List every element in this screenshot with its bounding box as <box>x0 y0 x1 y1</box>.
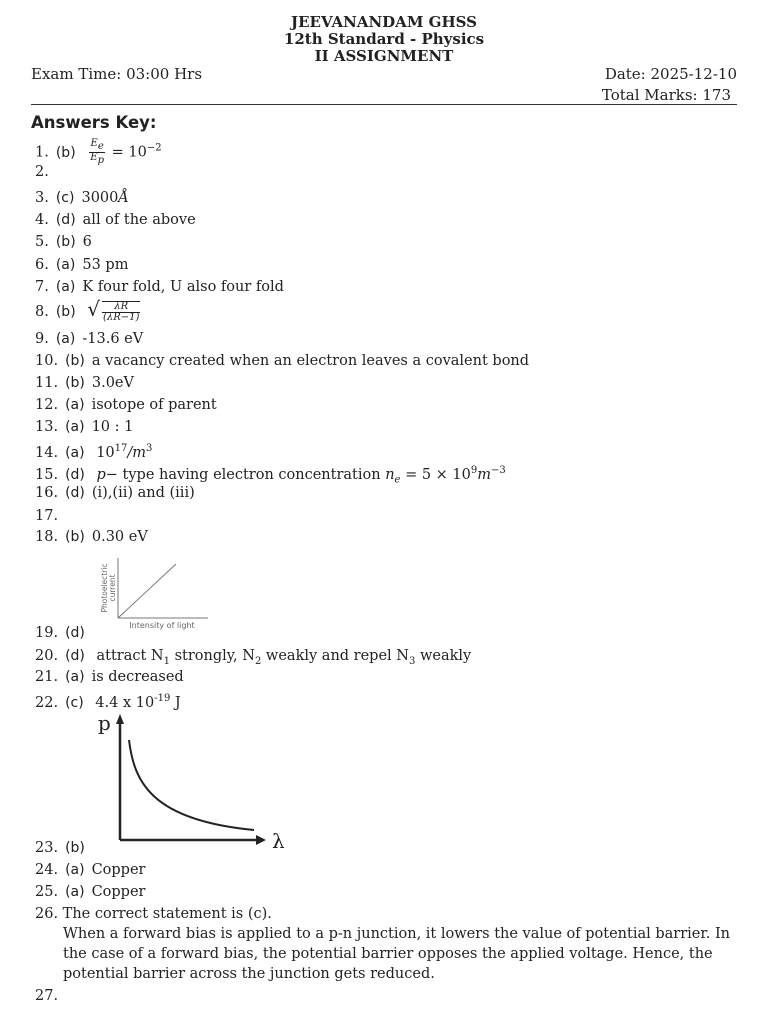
inverse-curve <box>129 740 254 830</box>
y-axis-label-1: Photoelectric <box>100 563 109 613</box>
answer-item-15: 15. (d) p− type having electron concentration $n_e = 5 \times 10^9m^{-3}$ <box>35 465 506 486</box>
total-marks: Total Marks: 173 <box>601 86 731 104</box>
answer-item-3: 3. (c) 3000Å <box>35 190 129 206</box>
answer-item-26: 26. The correct statement is (c). <box>35 906 272 922</box>
answers-key-title: Answers Key: <box>31 113 157 132</box>
exam-date: Date: 2025-12-10 <box>604 65 737 83</box>
sqrt-symbol: √ <box>87 297 101 321</box>
graph-linear-line <box>118 564 176 618</box>
answer-item-18: 18. (b) 0.30 eV <box>35 529 148 545</box>
answer-item-9: 9. (a) -13.6 eV <box>35 331 144 347</box>
answer-item-21: 21. (a) is decreased <box>35 669 184 685</box>
answer-item-22: 22. (c) 4.4 x $10^{-19}$ J <box>35 693 181 711</box>
answer-item-17: 17. <box>35 508 59 524</box>
exam-time: Exam Time: 03:00 Hrs <box>31 65 203 83</box>
answer-item-4: 4. (d) all of the above <box>35 212 196 228</box>
answer-item-2: 2. <box>35 164 49 180</box>
assignment-title: II ASSIGNMENT <box>314 47 454 65</box>
answer-item-5: 5. (b) 6 <box>35 234 92 250</box>
header-divider <box>31 104 737 105</box>
answer-item-24: 24. (a) Copper <box>35 862 146 878</box>
item-26-explanation: When a forward bias is applied to a p-n junction, it lowers the value of potential barrier. In the case of a forward bias, the potential barrier opposes the applied voltage. Hence, the potential barrier across the junction gets reduced. <box>63 926 731 982</box>
lambda-axis-arrow <box>256 835 266 845</box>
answer-item-1: 1. (b) $\frac{E_e}{E_p}$ = $10^{-2}$ <box>35 138 162 166</box>
p-axis-arrow <box>116 714 124 724</box>
answer-item-10: 10. (b) a vacancy created when an electron leaves a covalent bond <box>35 353 530 369</box>
ratio-fraction: $\frac{E_e}{E_p}$ <box>90 138 104 166</box>
answer-item-8: 8. (b) √ $\frac{\lambda R}{(\lambda R-1)}$ <box>35 297 140 323</box>
answer-item-11: 11. (b) 3.0eV <box>35 375 134 391</box>
answer-item-19: 19. (d) <box>35 625 85 641</box>
answer-item-14: 14. (a) $10^{17}/m^3$ <box>35 443 153 461</box>
momentum-wavelength-graph <box>94 710 294 850</box>
answer-item-6: 6. (a) 53 pm <box>35 257 129 273</box>
answer-item-13: 13. (a) 10 : 1 <box>35 419 134 435</box>
answer-item-25: 25. (a) Copper <box>35 884 146 900</box>
document-header <box>0 14 768 65</box>
answer-item-7: 7. (a) K four fold, U also four fold <box>35 279 284 295</box>
answer-item-20: 20. (d) attract $N_1$ strongly, $N_2$ weakly and repel $N_3$ weakly <box>35 648 472 667</box>
y-axis-label-2: current <box>108 574 117 602</box>
answer-item-23: 23. (b) <box>35 840 85 856</box>
x-axis-label: Intensity of light <box>129 621 195 630</box>
standard-subject: 12th Standard - Physics <box>283 30 485 48</box>
lambda-axis-label: λ <box>272 829 285 850</box>
photoelectric-current-graph <box>94 552 214 634</box>
sqrt-fraction: $\frac{\lambda R}{(\lambda R-1)}$ <box>103 301 140 323</box>
school-name: JEEVANANDAM GHSS <box>291 13 477 31</box>
p-axis-label: p <box>98 711 111 735</box>
answer-item-27: 27. <box>35 988 59 1004</box>
answer-item-16: 16. (d) (i),(ii) and (iii) <box>35 485 195 501</box>
answer-item-12: 12. (a) isotope of parent <box>35 397 217 413</box>
